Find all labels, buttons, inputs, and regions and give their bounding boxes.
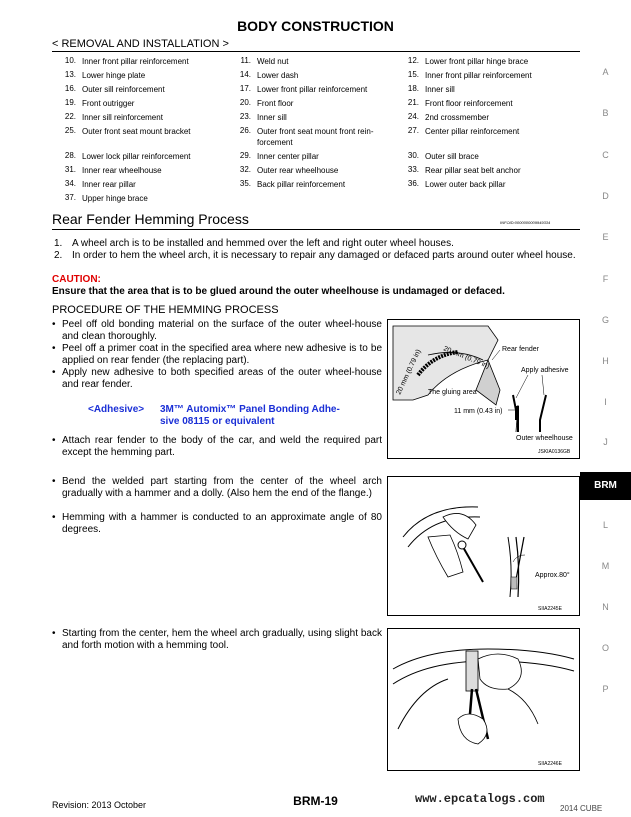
hammer-dolly-illustration (388, 477, 579, 615)
bullet-attach-fender: • Attach rear fender to the body of the car, and weld the required part except the hemming part. (52, 435, 382, 458)
side-index-letter[interactable]: B (602, 108, 609, 118)
part-name: Lower outer back pillar (425, 180, 506, 189)
part-number: 31. (64, 165, 76, 174)
part-item (52, 193, 212, 204)
part-name: Inner front pillar reinforcement (82, 57, 189, 66)
part-name: Lower lock pillar reinforcement (82, 152, 191, 161)
part-name: Inner sill (425, 85, 455, 94)
figure-code: JSKIA0136GB (538, 449, 571, 455)
part-number: 25. (64, 126, 76, 135)
part-item (52, 56, 212, 67)
apply-adhesive-label: Apply adhesive (521, 367, 569, 374)
side-index-letter[interactable]: D (602, 191, 609, 201)
part-item (227, 56, 385, 67)
part-name: Inner rear wheelhouse (82, 166, 162, 175)
part-number: 11. (240, 56, 251, 65)
part-item (227, 112, 385, 123)
bullet-hemming-angle: • Hemming with a hammer is conducted to an approximate angle of 80 degrees. (52, 512, 382, 535)
part-number: 13. (64, 70, 76, 79)
part-item (227, 165, 385, 176)
part-item (395, 112, 555, 123)
side-index-letter[interactable]: M (601, 561, 610, 571)
part-name: 2nd crossmember (425, 113, 490, 122)
heading-rule (52, 229, 580, 230)
part-number: 27. (407, 126, 419, 135)
part-name: Rear pillar seat belt anchor (425, 166, 521, 175)
part-name: Center pillar reinforcement (425, 127, 520, 136)
part-item (52, 165, 212, 176)
part-item (227, 84, 385, 95)
part-number: 35. (239, 179, 251, 188)
part-item (395, 179, 555, 190)
part-item (395, 84, 555, 95)
part-name: Outer rear wheelhouse (257, 166, 339, 175)
side-index-letter[interactable]: A (602, 67, 609, 77)
part-name: Front floor reinforcement (425, 99, 513, 108)
part-number: 14. (239, 70, 251, 79)
side-index-letter[interactable]: P (602, 684, 609, 694)
part-item (227, 151, 385, 162)
part-item (52, 179, 212, 190)
part-name: Lower hinge plate (82, 71, 146, 80)
side-index-letter[interactable]: H (602, 356, 609, 366)
part-item (227, 98, 385, 109)
dim-11-label: 11 mm (0.43 in) (454, 408, 503, 415)
part-number: 24. (407, 112, 419, 121)
outer-wheelhouse-label: Outer wheelhouse (516, 435, 573, 442)
part-item (52, 112, 212, 123)
part-item (227, 193, 385, 202)
part-number: 16. (64, 84, 76, 93)
hemming-tool-illustration (388, 629, 579, 770)
footer-model: 2014 CUBE (560, 804, 603, 813)
part-item (395, 193, 555, 202)
bullet-peel-primer: • Peel off a primer coat in the specified area where new adhesive is to be applied on rear fender (the replacing part). (52, 343, 382, 366)
parts-row (52, 193, 580, 207)
part-number: 22. (64, 112, 76, 121)
part-item (52, 98, 212, 109)
bullet-bend-welded: • Bend the welded part starting from the center of the wheel arch gradually with a hammer and a dolly. (Also hem the end of the flange.) (52, 476, 382, 499)
info-id: INFOID:0000000009949334 (500, 220, 551, 225)
step-text: In order to hem the wheel arch, it is necessary to repair any damaged or defaced parts around outer wheel house. (72, 250, 576, 261)
parts-row (52, 112, 580, 126)
parts-row (52, 84, 580, 98)
part-item (395, 165, 555, 176)
caution-label: CAUTION: (52, 274, 101, 285)
parts-row (52, 98, 580, 112)
part-item (52, 151, 212, 162)
part-name: Back pillar reinforcement (257, 180, 346, 189)
step-2 (52, 250, 580, 262)
part-number: 30. (407, 151, 419, 160)
part-item (52, 126, 212, 137)
side-tab-active[interactable]: BRM (580, 472, 631, 500)
part-number: 12. (407, 56, 419, 65)
section-breadcrumb: < REMOVAL AND INSTALLATION > (52, 38, 229, 50)
side-index-letter[interactable]: E (602, 232, 609, 242)
footer-watermark: www.epcatalogs.com (415, 792, 545, 806)
figure-hammer-dolly (387, 476, 580, 616)
part-name: Outer front seat mount front rein- forcement (257, 127, 374, 147)
parts-legend (52, 56, 580, 207)
part-number: 15. (407, 70, 419, 79)
part-number: 28. (64, 151, 76, 160)
part-name: Inner center pillar (257, 152, 319, 161)
bullet-apply-adhesive: • Apply new adhesive to both specified areas of the outer wheel-house and rear fender. (52, 367, 382, 390)
part-number: 17. (239, 84, 251, 93)
part-item (395, 126, 555, 137)
side-index-letter[interactable]: C (602, 150, 609, 160)
bullet-peel-bonding: • Peel off old bonding material on the surface of the outer wheel-house and clean thoroughly. (52, 319, 382, 342)
procedure-heading: PROCEDURE OF THE HEMMING PROCESS (52, 304, 279, 316)
part-number: 10. (64, 56, 76, 65)
parts-row (52, 56, 580, 70)
figure-code: SIIA2245E (538, 606, 562, 612)
part-name: Outer sill reinforcement (82, 85, 165, 94)
header-rule (52, 51, 580, 52)
parts-row (52, 165, 580, 179)
footer-page-number: BRM-19 (293, 794, 338, 808)
part-item (395, 98, 555, 109)
step-text: A wheel arch is to be installed and hemmed over the left and right outer wheel houses. (72, 238, 454, 249)
step-number: 1. (54, 238, 63, 249)
part-number: 37. (64, 193, 76, 202)
part-item (395, 70, 555, 81)
part-number: 19. (64, 98, 76, 107)
section-heading: Rear Fender Hemming Process (52, 211, 249, 227)
parts-row (52, 179, 580, 193)
part-name: Weld nut (257, 57, 289, 66)
gluing-area-label: The gluing area (428, 389, 477, 396)
part-item (227, 179, 385, 190)
part-name: Upper hinge brace (82, 194, 148, 203)
part-number: 36. (407, 179, 419, 188)
dim-20-top: 20 mm (0.79 in) (442, 345, 491, 371)
caution-text: Ensure that the area that is to be glued around the outer wheelhouse is undamaged or defaced. (52, 286, 505, 297)
part-number: 26. (239, 126, 251, 135)
part-name: Lower dash (257, 71, 299, 80)
part-name: Inner sill (257, 113, 287, 122)
gluing-area-illustration (388, 320, 579, 458)
part-number: 33. (407, 165, 419, 174)
parts-row (52, 70, 580, 84)
part-number: 29. (239, 151, 251, 160)
part-name: Inner rear pillar (82, 180, 136, 189)
side-index-letter[interactable]: J (603, 437, 608, 447)
part-name: Outer front seat mount bracket (82, 127, 191, 136)
bullet-hemming-tool: • Starting from the center, hem the wheel arch gradually, using slight back and forth motion with a hemming tool. (52, 628, 382, 651)
part-number: 20. (239, 98, 251, 107)
part-item (227, 126, 385, 148)
approx-angle-label: Approx.80° (535, 572, 570, 579)
page-title: BODY CONSTRUCTION (237, 18, 394, 34)
part-name: Inner front pillar reinforcement (425, 71, 532, 80)
part-number: 18. (407, 84, 419, 93)
part-item (52, 84, 212, 95)
side-index-letter[interactable]: G (601, 315, 609, 325)
parts-row (52, 151, 580, 165)
side-index-letter[interactable]: N (602, 602, 609, 612)
part-name: Inner sill reinforcement (82, 113, 163, 122)
part-number: 23. (239, 112, 251, 121)
part-name: Outer sill brace (425, 152, 479, 161)
part-name: Front outrigger (82, 99, 135, 108)
footer-revision: Revision: 2013 October (52, 800, 147, 810)
side-index-letter[interactable]: L (602, 520, 608, 530)
part-number: 21. (407, 98, 419, 107)
part-item (227, 70, 385, 81)
figure-gluing-area (387, 319, 580, 459)
part-item (52, 70, 212, 81)
step-number: 2. (54, 250, 63, 261)
dim-20-side: 20 mm (0.79 in) (395, 348, 423, 396)
side-index-letter[interactable]: F (602, 274, 609, 284)
figure-code: SIIA2246E (538, 761, 562, 767)
adhesive-label: <Adhesive> (88, 404, 145, 415)
part-item (395, 151, 555, 162)
part-name: Front floor (257, 99, 294, 108)
step-1 (52, 238, 580, 250)
figure-hemming-tool (387, 628, 580, 771)
part-item (395, 56, 555, 67)
side-index-letter[interactable]: I (604, 397, 607, 407)
adhesive-spec-line2: sive 08115 or equivalent (160, 416, 275, 427)
part-number: 34. (64, 179, 76, 188)
rear-fender-label: Rear fender (502, 346, 539, 353)
parts-row (52, 126, 580, 151)
adhesive-spec-line1: 3M™ Automix™ Panel Bonding Adhe- (160, 404, 340, 415)
part-name: Lower front pillar reinforcement (257, 85, 368, 94)
side-index-letter[interactable]: O (601, 643, 609, 653)
part-name: Lower front pillar hinge brace (425, 57, 529, 66)
part-number: 32. (239, 165, 251, 174)
